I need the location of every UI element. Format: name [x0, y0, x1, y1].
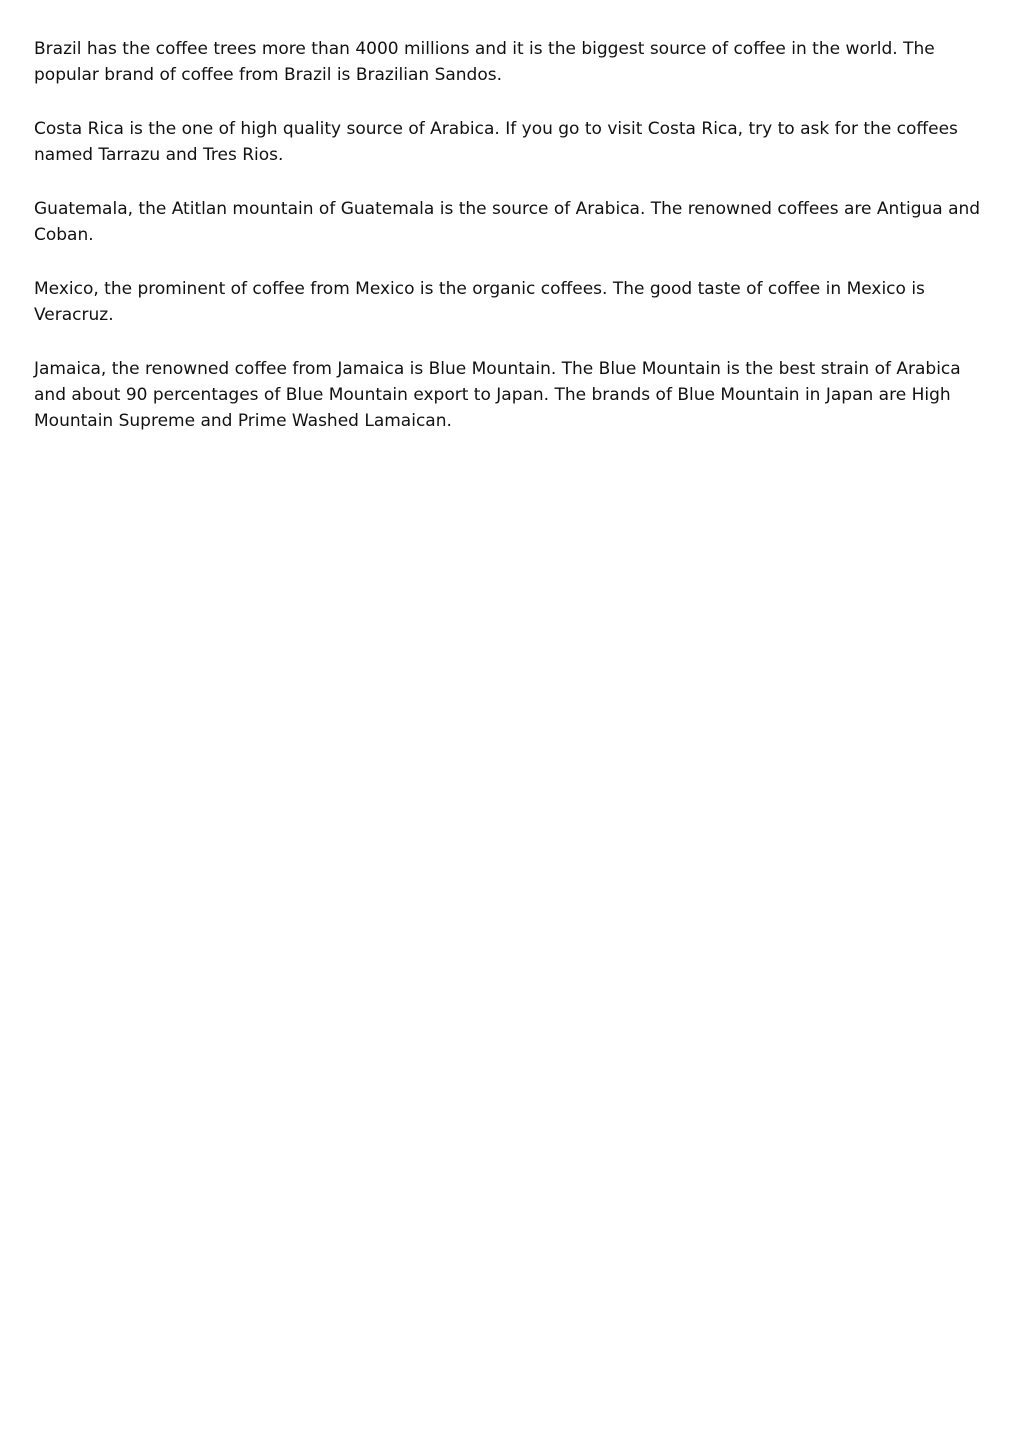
paragraph-mexico: Mexico, the prominent of coffee from Mexico is the organic coffees. The good taste of coffee in Mexico is Veracruz. [34, 279, 925, 325]
paragraph-brazil: Brazil has the coffee trees more than 4000 millions and it is the biggest source of coffee in the world. The popular brand of coffee from Brazil is Brazilian Sandos. [34, 39, 935, 85]
paragraph-guatemala: Guatemala, the Atitlan mountain of Guatemala is the source of Arabica. The renowned coffees are Antigua and Coban. [34, 199, 981, 245]
paragraph-costa-rica: Costa Rica is the one of high quality source of Arabica. If you go to visit Costa Rica, try to ask for the coffees named Tarrazu and Tres Rios. [34, 119, 958, 165]
document-body [34, 36, 994, 462]
paragraph-jamaica: Jamaica, the renowned coffee from Jamaica is Blue Mountain. The Blue Mountain is the best strain of Arabica and about 90 percentages of Blue Mountain export to Japan. The brands of Blue Mountain in Japan are High Mountain Supreme and Prime Washed Lamaican. [34, 359, 961, 431]
